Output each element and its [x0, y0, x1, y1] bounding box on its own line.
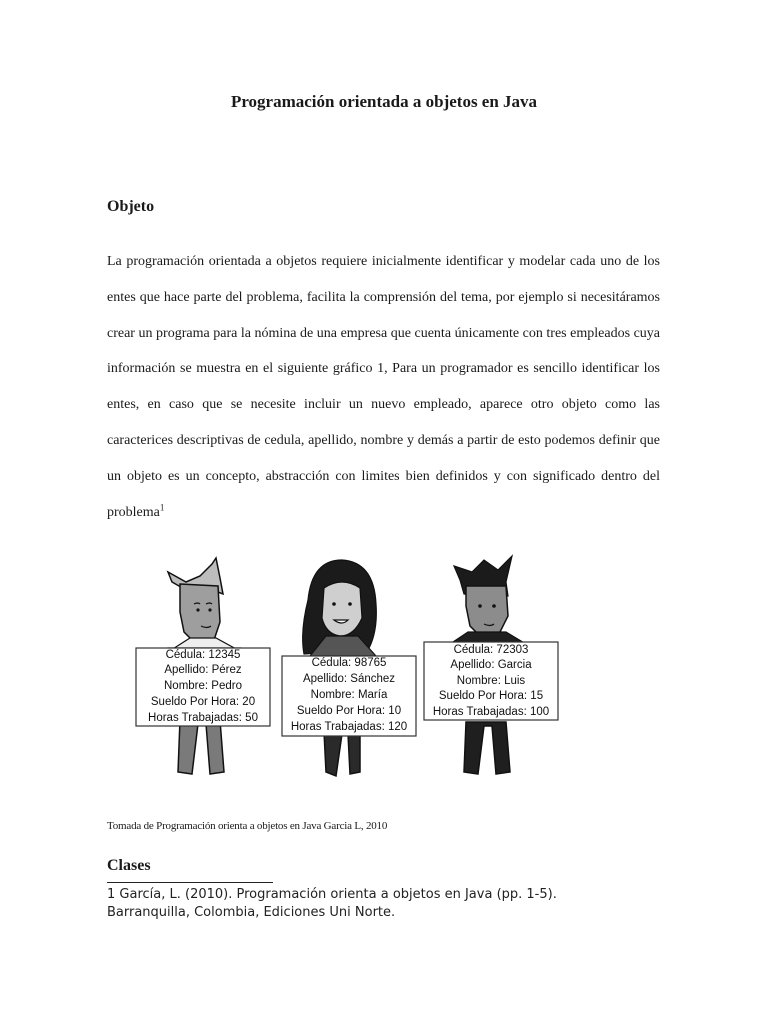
- employees-figure: [128, 552, 568, 780]
- pedro-face: [180, 584, 220, 644]
- luis-apellido: Apellido: Garcia: [450, 659, 532, 671]
- footnote-rule: [107, 882, 273, 883]
- pedro-sueldo: Sueldo Por Hora: 20: [150, 696, 256, 708]
- employee-figure-pedro: [136, 558, 270, 774]
- footnote-reference: 1: [159, 501, 165, 512]
- luis-cedula: Cédula: 72303: [453, 644, 529, 656]
- pedro-nombre: Nombre: Pedro: [164, 680, 242, 692]
- section-heading-clases: Clases: [107, 857, 151, 874]
- employee-figure-maria: [282, 560, 416, 776]
- objeto-paragraph: [107, 244, 660, 530]
- objeto-paragraph-text: La programación orientada a objetos requiere inicialmente identificar y modelar cada uno de los entes que hace parte del problema, facilita la comprensión del tema, por ejemplo si necesitáramos crear un programa para la nómina de una empresa que cuenta únicamente con tres empleados cuya información se muestra en el siguiente gráfico 1, Para un programador es sencillo identificar los entes, en caso que se necesite incluir un nuevo empleado, aparece otro objeto como las caracterices descriptivas de cedula, apellido, nombre y demás a partir de esto podemos definir que un objeto es un concepto, abstracción con limites bien definidos y con significado dentro del problema: [107, 254, 660, 520]
- maria-nombre: Nombre: María: [310, 689, 388, 701]
- section-heading-objeto: Objeto: [107, 198, 155, 215]
- footnote-line-2: Barranquilla, Colombia, Ediciones Uni Norte.: [107, 905, 396, 920]
- pedro-cedula: Cédula: 12345: [165, 649, 241, 661]
- maria-legs: [324, 732, 360, 776]
- maria-cedula: Cédula: 98765: [311, 657, 387, 669]
- luis-nombre: Nombre: Luis: [456, 675, 526, 687]
- pedro-legs: [178, 720, 224, 774]
- footnote-line-1: 1 García, L. (2010). Programación orienta a objetos en Java (pp. 1-5).: [107, 887, 557, 902]
- employee-figure-luis: [424, 556, 558, 774]
- maria-face: [322, 582, 362, 636]
- pedro-horas: Horas Trabajadas: 50: [148, 712, 258, 724]
- luis-sueldo: Sueldo Por Hora: 15: [438, 690, 544, 702]
- luis-horas: Horas Trabajadas: 100: [432, 706, 550, 718]
- footnote: [107, 886, 667, 922]
- luis-legs: [464, 722, 510, 774]
- employees-illustration: [128, 552, 568, 780]
- pedro-apellido: Apellido: Pérez: [164, 664, 242, 676]
- luis-face: [466, 586, 508, 638]
- maria-sueldo: Sueldo Por Hora: 10: [296, 705, 402, 717]
- maria-apellido: Apellido: Sánchez: [302, 673, 396, 685]
- figure-caption: Tomada de Programación orienta a objetos en Java Garcia L, 2010: [107, 820, 388, 832]
- maria-horas: Horas Trabajadas: 120: [290, 721, 408, 733]
- page-title: Programación orientada a objetos en Java: [230, 92, 538, 111]
